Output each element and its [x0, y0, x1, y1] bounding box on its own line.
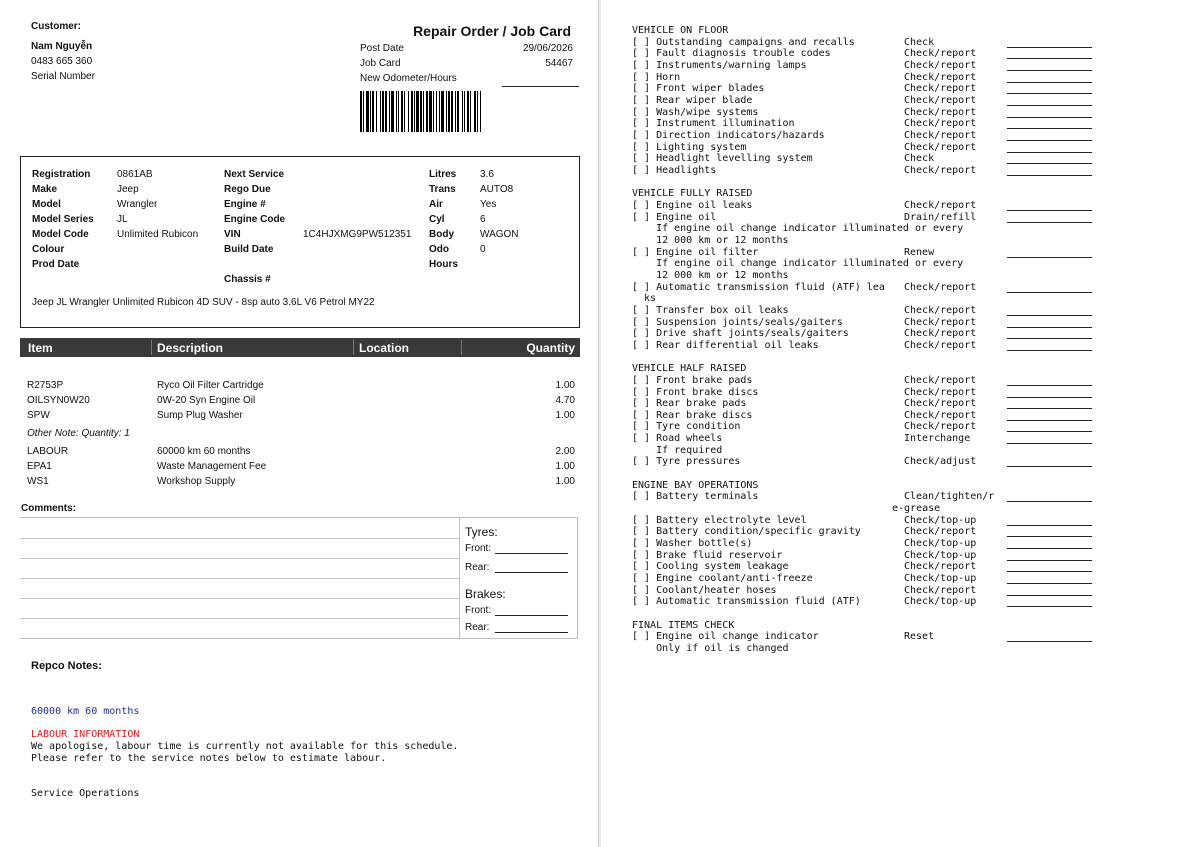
model-series-label: Model Series — [32, 214, 94, 225]
checklist-item-text: [ ] Tyre condition — [632, 421, 741, 433]
part-item: OILSYN0W20 — [27, 395, 90, 406]
checklist-item-text: [ ] Outstanding campaigns and recalls — [632, 36, 855, 48]
part-description: 60000 km 60 months — [157, 446, 251, 457]
checklist-item-text: [ ] Cooling system leakage — [632, 561, 789, 573]
customer-phone: 0483 665 360 — [31, 56, 93, 67]
job-card-label: Job Card — [360, 58, 401, 69]
checklist-item-text: [ ] Drive shaft joints/seals/gaiters — [632, 328, 849, 340]
model-code-label: Model Code — [32, 229, 89, 240]
part-description: 0W-20 Syn Engine Oil — [157, 395, 256, 406]
trans-label: Trans — [429, 184, 456, 195]
checklist-item-text: [ ] Automatic transmission fluid (ATF) — [632, 596, 861, 608]
barcode — [360, 91, 505, 132]
checklist-item[interactable] — [632, 317, 1192, 329]
part-description: Sump Plug Washer — [157, 410, 243, 421]
tyres-label: Tyres: — [465, 525, 498, 539]
checklist-item-text: [ ] Rear differential oil leaks — [632, 339, 819, 351]
checklist-item[interactable] — [632, 340, 1192, 352]
table-row — [27, 446, 575, 461]
checklist-item-action: Check/report — [904, 328, 977, 340]
checklist-item-text: [ ] Engine oil change indicator — [632, 631, 819, 643]
part-quantity: 1.00 — [555, 410, 575, 421]
part-quantity: 1.00 — [555, 461, 575, 472]
checklist-section-title: VEHICLE ON FLOOR — [632, 25, 729, 36]
checklist-item-action: Check/report — [904, 141, 977, 153]
checklist-item-text: [ ] Automatic transmission fluid (ATF) lea — [632, 281, 885, 293]
checklist-item[interactable] — [632, 503, 1192, 515]
checklist-item-text: [ ] Engine oil — [632, 211, 717, 223]
part-quantity: 2.00 — [555, 446, 575, 457]
checklist-item[interactable] — [632, 573, 1192, 585]
engine-code-label: Engine Code — [224, 214, 286, 225]
checklist-item-text: [ ] Washer bottle(s) — [632, 538, 753, 549]
checklist-item[interactable] — [632, 433, 1192, 445]
part-quantity: 1.00 — [555, 380, 575, 391]
checklist-item-text: [ ] Suspension joints/seals/gaiters — [632, 316, 843, 328]
checklist-section-title: VEHICLE HALF RAISED — [632, 363, 747, 375]
checklist-item-action: Check/report — [904, 164, 977, 176]
checklist-item-action: Check/report — [904, 421, 977, 433]
tyres-rear-label: Rear: — [465, 562, 490, 573]
checklist-item[interactable] — [632, 596, 1192, 608]
checklist-item[interactable] — [632, 247, 1192, 259]
checklist-item[interactable] — [632, 585, 1192, 597]
registration-value: 0861AB — [117, 169, 153, 180]
checklist-item-text: [ ] Fault diagnosis trouble codes — [632, 48, 831, 60]
table-row — [27, 395, 575, 410]
checklist-item-action: Check/report — [904, 409, 977, 421]
checklist-item-action: Check/report — [904, 584, 977, 596]
checklist-item-action: Check — [904, 36, 935, 48]
part-description: Ryco Oil Filter Cartridge — [157, 380, 264, 391]
part-description: Waste Management Fee — [157, 461, 267, 472]
prod-date-label: Prod Date — [32, 259, 80, 270]
checklist-item-text: [ ] Instrument illumination — [632, 118, 795, 130]
cyl-value: 6 — [480, 214, 486, 225]
customer-name: Nam Nguyễn — [31, 41, 93, 52]
next-service-label: Next Service — [224, 169, 285, 180]
checklist-item — [632, 223, 1192, 235]
part-item: SPW — [27, 410, 50, 421]
model-code-value: Unlimited Rubicon — [117, 229, 199, 240]
checklist-item-action: Check/report — [904, 374, 977, 386]
checklist-item-text: 12 000 km or 12 months — [632, 269, 789, 281]
checklist-item-action: Check/report — [904, 386, 977, 398]
notes-schedule: 60000 km 60 months — [31, 706, 140, 717]
checklist-item[interactable] — [632, 142, 1192, 154]
table-row — [27, 380, 575, 395]
model-series-value: JL — [117, 214, 128, 225]
brakes-front-label: Front: — [465, 605, 492, 616]
checklist-item — [632, 445, 1192, 457]
service-operations-label: Service Operations — [31, 788, 140, 799]
checklist-item-action: Check/top-up — [904, 573, 977, 584]
engine-number-label: Engine # — [224, 199, 266, 210]
checklist-item[interactable] — [632, 118, 1192, 130]
litres-label: Litres — [429, 169, 457, 180]
job-card-value: 54467 — [545, 58, 573, 69]
checklist-item-action: Renew — [904, 246, 935, 258]
checklist-item[interactable] — [632, 421, 1192, 433]
brakes-label: Brakes: — [465, 587, 506, 601]
checklist-item[interactable] — [632, 515, 1192, 527]
checklist-item[interactable] — [632, 631, 1192, 643]
checklist-item[interactable] — [632, 305, 1192, 317]
checklist-item[interactable] — [632, 212, 1192, 224]
checklist-item-action: Check/report — [904, 561, 977, 573]
checklist-item-action: Check/report — [904, 60, 977, 71]
checklist-item-text: [ ] Tyre pressures — [632, 456, 741, 468]
checklist-item-text: If required — [632, 444, 723, 456]
checklist-item-action: Check/report — [904, 118, 977, 130]
checklist-item[interactable] — [632, 60, 1192, 72]
post-date-label: Post Date — [360, 43, 404, 54]
part-quantity: 1.00 — [555, 476, 575, 487]
checklist-item-action: Check/report — [904, 281, 977, 293]
signoff-line — [1007, 350, 1092, 351]
hours-label: Hours — [429, 259, 458, 270]
checklist-item-text: [ ] Front brake discs — [632, 386, 759, 398]
checklist-item-text: [ ] Rear wiper blade — [632, 95, 753, 106]
checklist-item-action: Check/report — [904, 106, 977, 118]
checklist-item-action: Check/report — [904, 95, 977, 106]
odo-label: Odo — [429, 244, 449, 255]
checklist-item[interactable] — [632, 456, 1192, 468]
tyres-front-line — [495, 553, 568, 554]
checklist-item-action: Check/top-up — [904, 596, 977, 608]
part-item: EPA1 — [27, 461, 52, 472]
checklist-item[interactable] — [632, 130, 1192, 142]
vin-value: 1C4HJXMG9PW512351 — [303, 229, 412, 240]
body-label: Body — [429, 229, 454, 240]
checklist-item-text: [ ] Coolant/heater hoses — [632, 584, 777, 596]
cyl-label: Cyl — [429, 214, 445, 225]
checklist-item-action: Check/report — [904, 339, 977, 351]
checklist-item-text: [ ] Battery condition/specific gravity — [632, 526, 861, 538]
labour-information-heading: LABOUR INFORMATION — [31, 729, 140, 740]
checklist-item-action: Check/top-up — [904, 514, 977, 526]
checklist-item-text: [ ] Battery electrolyte level — [632, 514, 807, 526]
checklist-item-action: Clean/tighten/r — [904, 491, 995, 503]
comments-label: Comments: — [21, 503, 77, 514]
checklist-item-text: [ ] Road wheels — [632, 433, 723, 445]
make-value: Jeep — [117, 184, 139, 195]
checklist-item-text: If engine oil change indicator illuminated or every — [632, 258, 964, 270]
table-row — [27, 476, 575, 491]
checklist-item-action: e-grease — [892, 503, 941, 515]
brakes-front-line — [495, 615, 568, 616]
checklist-item[interactable] — [632, 165, 1192, 177]
chassis-label: Chassis # — [224, 274, 271, 285]
checklist-item-action: Check/report — [904, 526, 977, 538]
checklist-item-text: ks — [632, 293, 657, 305]
model-value: Wrangler — [117, 199, 158, 210]
signoff-line — [1007, 606, 1092, 607]
checklist-item[interactable] — [632, 410, 1192, 422]
vehicle-description: Jeep JL Wrangler Unlimited Rubicon 4D SUV - 8sp auto 3.6L V6 Petrol MY22 — [32, 297, 375, 308]
page-title: Repair Order / Job Card — [413, 23, 571, 39]
checklist-item-text: [ ] Front wiper blades — [632, 83, 765, 95]
checklist-item-action: Check/top-up — [904, 549, 977, 561]
checklist-item — [632, 270, 1192, 282]
checklist-item[interactable] — [632, 95, 1192, 107]
checklist-item-text: 12 000 km or 12 months — [632, 234, 789, 246]
checklist-item — [632, 293, 1192, 305]
checklist-item-text: [ ] Engine coolant/anti-freeze — [632, 573, 813, 584]
brakes-rear-line — [495, 632, 568, 633]
column-location: Location — [359, 341, 409, 355]
checklist-item[interactable] — [632, 491, 1192, 503]
checklist-item-action: Check — [904, 153, 935, 165]
customer-label: Customer: — [31, 21, 82, 32]
vehicle-details-box — [20, 156, 580, 328]
checklist-item[interactable] — [632, 107, 1192, 119]
checklist-item-action: Check/report — [904, 304, 977, 316]
checklist-item[interactable] — [632, 375, 1192, 387]
checklist-section-title: ENGINE BAY OPERATIONS — [632, 479, 759, 491]
registration-label: Registration — [32, 169, 91, 180]
checklist-item-action: Check/report — [904, 48, 977, 60]
checklist-item — [632, 258, 1192, 270]
checklist-item-text: [ ] Wash/wipe systems — [632, 106, 759, 118]
checklist-section-title: FINAL ITEMS CHECK — [632, 619, 735, 631]
checklist-item-text: [ ] Headlight levelling system — [632, 153, 813, 165]
checklist-item[interactable] — [632, 153, 1192, 165]
checklist-item-text: [ ] Rear brake discs — [632, 409, 753, 421]
odometer-entry-line — [502, 72, 579, 87]
checklist-item — [632, 235, 1192, 247]
body-value: WAGON — [480, 229, 519, 240]
rego-due-label: Rego Due — [224, 184, 271, 195]
checklist-item-text: [ ] Horn — [632, 71, 681, 83]
checklist-item[interactable] — [632, 538, 1192, 550]
repco-notes-label: Repco Notes: — [31, 660, 102, 672]
checklist-item-text: [ ] Direction indicators/hazards — [632, 129, 825, 141]
table-row — [27, 410, 575, 425]
labour-note-line-2: Please refer to the service notes below to estimate labour. — [31, 753, 387, 764]
checklist-item-action: Check/report — [904, 83, 977, 95]
part-item: R2753P — [27, 380, 64, 391]
tyres-rear-line — [495, 572, 568, 573]
signoff-line — [1007, 175, 1092, 176]
column-quantity: Quantity — [526, 341, 575, 355]
checklist-item-text: [ ] Engine oil leaks — [632, 199, 753, 211]
job-card-page-1 — [0, 0, 599, 847]
checklist-item[interactable] — [632, 83, 1192, 95]
part-description: Workshop Supply — [157, 476, 236, 487]
tyres-front-label: Front: — [465, 543, 492, 554]
checklist-item[interactable] — [632, 398, 1192, 410]
checklist-item-text: [ ] Headlights — [632, 164, 717, 176]
checklist-section-title: VEHICLE FULLY RAISED — [632, 188, 753, 200]
checklist-item-action: Check/adjust — [904, 456, 977, 468]
labour-note-line-1: We apologise, labour time is currently not available for this schedule. — [31, 741, 459, 752]
part-item: WS1 — [27, 476, 49, 487]
post-date-value: 29/06/2026 — [522, 43, 573, 54]
checklist-item-action: Check/top-up — [904, 538, 977, 549]
checklist-item[interactable] — [632, 37, 1192, 49]
checklist-item — [632, 643, 1192, 655]
checklist-item-text: [ ] Instruments/warning lamps — [632, 60, 807, 71]
brakes-rear-label: Rear: — [465, 622, 490, 633]
checklist-item-text: [ ] Lighting system — [632, 141, 747, 153]
part-quantity: 4.70 — [555, 395, 575, 406]
checklist-item[interactable] — [632, 282, 1192, 294]
vin-label: VIN — [224, 229, 241, 240]
trans-value: AUTO8 — [480, 184, 514, 195]
air-label: Air — [429, 199, 443, 210]
odo-value: 0 — [480, 244, 486, 255]
checklist-item[interactable] — [632, 526, 1192, 538]
column-item: Item — [28, 341, 53, 355]
checklist-item[interactable] — [632, 561, 1192, 573]
build-date-label: Build Date — [224, 244, 274, 255]
checklist-item[interactable] — [632, 328, 1192, 340]
part-item: LABOUR — [27, 446, 69, 457]
checklist-item-text: [ ] Transfer box oil leaks — [632, 304, 789, 316]
checklist-item-action: Drain/refill — [904, 211, 977, 223]
serial-number-label: Serial Number — [31, 71, 95, 82]
checklist-item-text: [ ] Battery terminals — [632, 491, 759, 503]
checklist-item[interactable] — [632, 48, 1192, 60]
checklist-item[interactable] — [632, 200, 1192, 212]
checklist-item-text: Only if oil is changed — [632, 643, 789, 654]
checklist-item-text: If engine oil change indicator illuminated or every — [632, 223, 964, 235]
checklist-item-action: Reset — [904, 631, 935, 643]
parts-table-header — [20, 338, 580, 357]
checklist-item-action: Check/report — [904, 316, 977, 328]
checklist-item-text: [ ] Rear brake pads — [632, 398, 747, 410]
checklist-item-action: Check/report — [904, 398, 977, 410]
other-note: Other Note: Quantity: 1 — [27, 428, 130, 439]
job-card-page-2 — [601, 0, 1200, 847]
make-label: Make — [32, 184, 58, 195]
column-description: Description — [157, 341, 224, 355]
comments-box — [20, 517, 578, 639]
checklist-item-action: Interchange — [904, 433, 971, 445]
checklist-item-text: [ ] Brake fluid reservoir — [632, 549, 783, 561]
signoff-line — [1007, 466, 1092, 467]
model-label: Model — [32, 199, 61, 210]
checklist-item-action: Check/report — [904, 129, 977, 141]
checklist-item[interactable] — [632, 72, 1192, 84]
litres-value: 3.6 — [480, 169, 494, 180]
checklist-item-text: [ ] Front brake pads — [632, 374, 753, 386]
checklist-item-action: Check/report — [904, 71, 977, 83]
checklist-item-text: [ ] Engine oil filter — [632, 246, 759, 258]
odometer-label: New Odometer/Hours — [360, 73, 457, 84]
checklist-item-action: Check/report — [904, 199, 977, 211]
colour-label: Colour — [32, 244, 65, 255]
air-value: Yes — [480, 199, 497, 210]
checklist-item[interactable] — [632, 550, 1192, 562]
table-row — [27, 461, 575, 476]
checklist-item[interactable] — [632, 387, 1192, 399]
